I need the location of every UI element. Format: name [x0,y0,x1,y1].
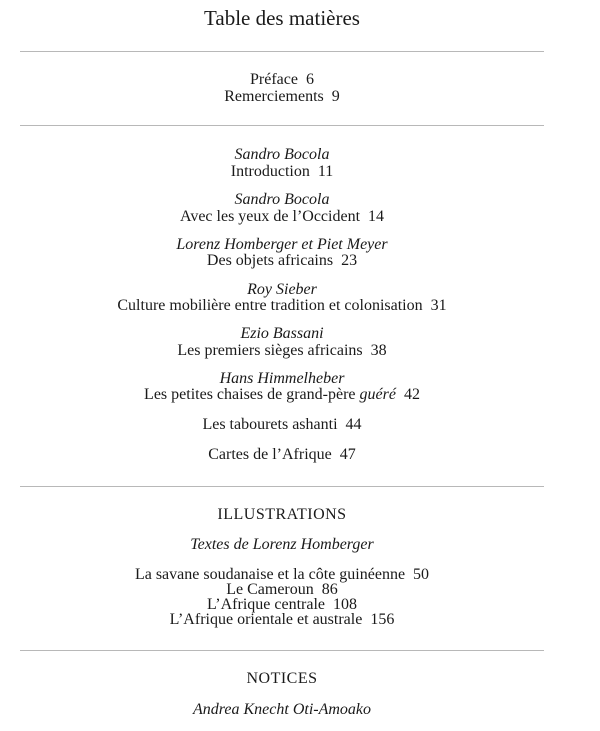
divider [20,650,544,651]
entry-label: Introduction [230,163,310,180]
essay-entry-introduction[interactable] [0,163,564,181]
page-number: 47 [339,446,356,463]
divider [20,486,544,487]
entry-label: Les petites chaises de grand-père [144,386,356,403]
page-number: 38 [370,342,387,359]
page-number: 11 [317,163,334,180]
essay-entry-sieges[interactable] [0,342,564,360]
essay-entry-occident[interactable] [0,208,564,226]
page-number: 6 [305,71,314,88]
divider [20,51,544,52]
entry-label: Culture mobilière entre tradition et colonisation [117,297,423,314]
entry-label: Les tabourets ashanti [202,416,338,433]
entry-label: L’Afrique centrale [206,596,325,613]
entry-label: L’Afrique orientale et australe [169,611,363,628]
entry-label: Préface [250,71,298,88]
essay-author: Roy Sieber [247,281,317,298]
entry-label: Le Cameroun [226,581,314,598]
section-heading: ILLUSTRATIONS [217,506,347,523]
entry-label: Remerciements [224,88,324,105]
section-heading: NOTICES [246,670,318,687]
page-number: 108 [333,596,357,613]
illustration-entry-orientale[interactable] [0,611,564,629]
page-number: 44 [345,416,362,433]
entry-label: Les premiers sièges africains [177,342,363,359]
page-number: 42 [403,386,420,403]
page-number: 9 [331,88,340,105]
page-number: 86 [321,581,338,598]
notices-author: Andrea Knecht Oti-Amoako [192,701,372,718]
essay-entry-culture[interactable] [0,297,564,315]
essay-author: Lorenz Homberger et Piet Meyer [176,236,388,253]
entry-label: Des objets africains [206,252,334,269]
entry-label: Cartes de l’Afrique [208,446,332,463]
essay-author: Sandro Bocola [234,191,330,208]
essay-author: Ezio Bassani [240,325,324,342]
essay-author: Hans Himmelheber [219,370,345,387]
front-item-remerciements[interactable] [0,88,564,106]
page-number: 156 [370,611,395,628]
entry-label: Avec les yeux de l’Occident [179,208,361,225]
divider [20,125,544,126]
toc-title: Table des matières [204,6,360,30]
front-item-preface[interactable] [0,71,564,89]
essay-entry-cartes[interactable] [0,446,564,464]
page-number: 50 [413,566,430,583]
page-number: 31 [430,297,447,314]
entry-label-italic: guéré [359,386,396,403]
page-number: 14 [368,208,385,225]
essay-entry-tabourets[interactable] [0,416,564,434]
page-number: 23 [341,252,358,269]
essay-entry-objets[interactable] [0,252,564,270]
entry-label: La savane soudanaise et la côte guinéenne [134,566,406,583]
section-subheading: Textes de Lorenz Homberger [190,536,374,553]
essay-entry-chaises[interactable] [0,386,564,404]
essay-author: Sandro Bocola [234,146,330,163]
